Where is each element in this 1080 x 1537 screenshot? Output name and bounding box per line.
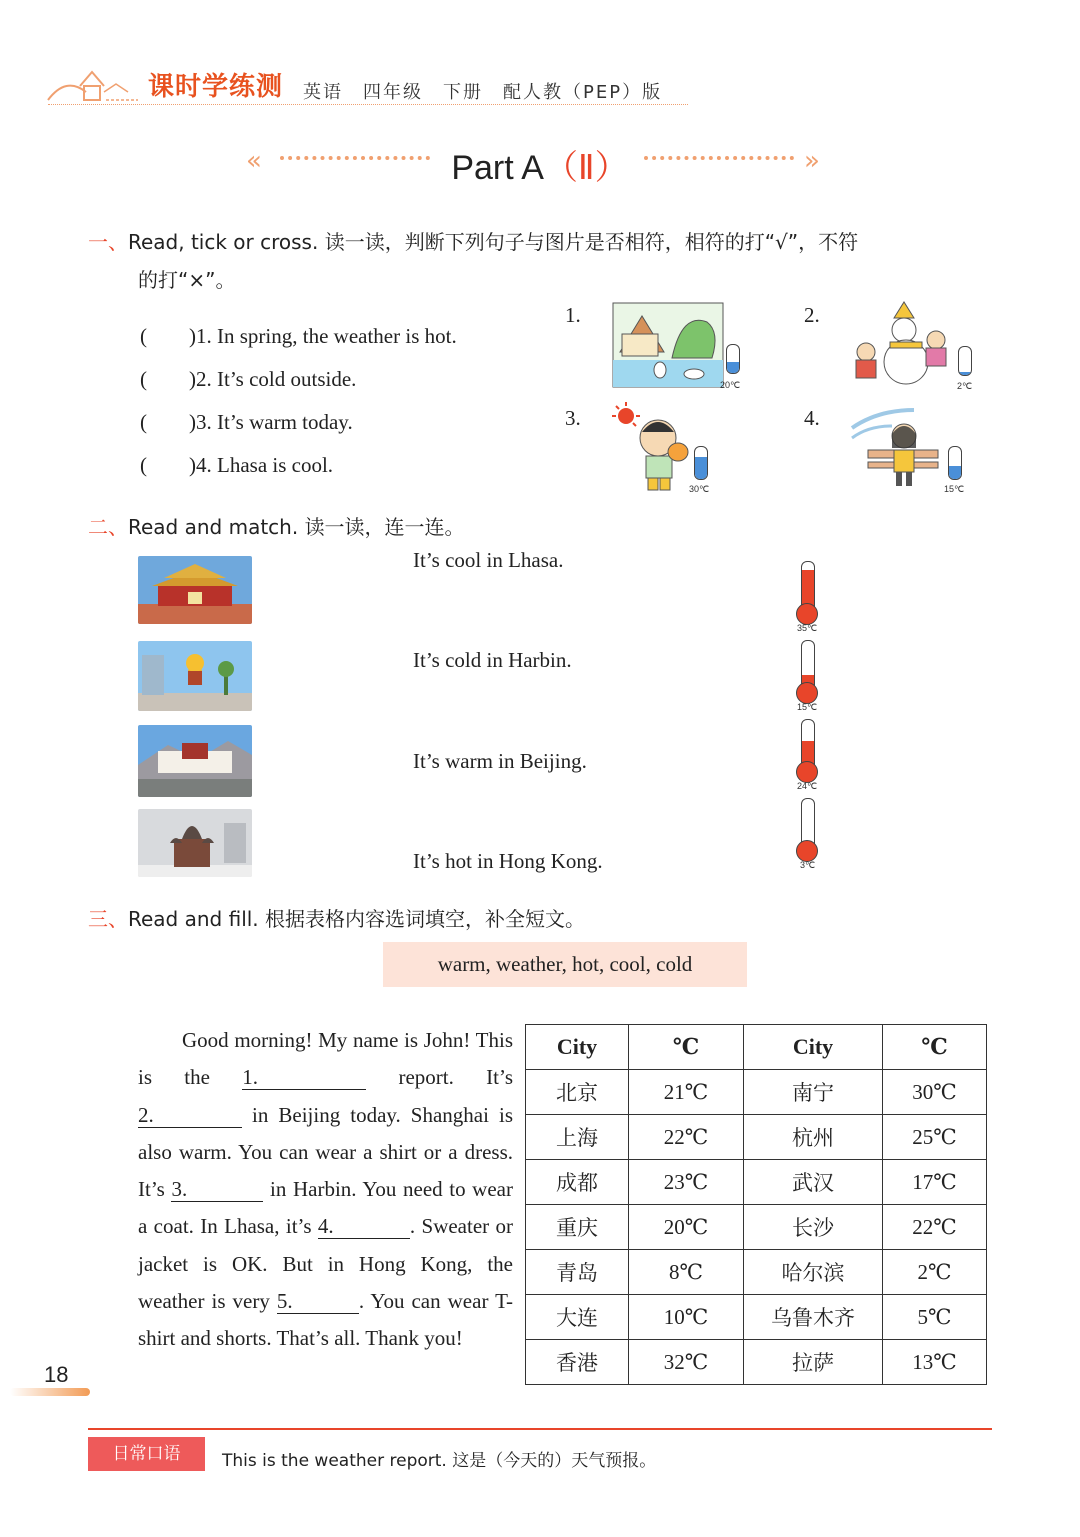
thermometer-bulb bbox=[796, 761, 818, 783]
thermometer bbox=[796, 798, 818, 862]
section3-number: 三、 bbox=[88, 907, 128, 931]
part-title-main: Part A bbox=[451, 149, 544, 187]
table-header-cell: ℃ bbox=[629, 1025, 744, 1070]
thermometer-bulb bbox=[796, 603, 818, 625]
table-cell: 北京 bbox=[526, 1070, 629, 1115]
table-cell: 杭州 bbox=[744, 1115, 883, 1160]
table-cell: 21℃ bbox=[629, 1070, 744, 1115]
thermometer-temp: 24℃ bbox=[797, 781, 818, 791]
table-cell: 10℃ bbox=[629, 1295, 744, 1340]
passage-text: report. It’s bbox=[366, 1065, 513, 1090]
windy-girl-bench-illustration bbox=[848, 404, 944, 492]
table-cell: 22℃ bbox=[629, 1115, 744, 1160]
section2-number: 二、 bbox=[88, 515, 128, 539]
picture-4-thermometer bbox=[948, 446, 962, 480]
picture-2-thermometer bbox=[958, 346, 972, 376]
passage-text: in Harbin. You need to wear a coat. In Lhasa, it’s bbox=[138, 1177, 513, 1239]
thermometer-temp: 35℃ bbox=[797, 623, 818, 633]
table-cell: 30℃ bbox=[883, 1070, 987, 1115]
table-row bbox=[526, 1250, 987, 1295]
snowman-children-illustration bbox=[846, 300, 956, 392]
table-row bbox=[526, 1070, 987, 1115]
match-sentence: It’s warm in Beijing. bbox=[413, 749, 587, 773]
harbin-saint-sophia-photo bbox=[138, 809, 252, 877]
table-header-cell: City bbox=[526, 1025, 629, 1070]
section1-heading bbox=[88, 226, 998, 255]
blank-3[interactable]: 3. bbox=[171, 1177, 263, 1202]
section3-heading-text: Read and fill. 根据表格内容选词填空，补全短文。 bbox=[128, 907, 586, 931]
table-header-cell: City bbox=[744, 1025, 883, 1070]
picture-1-thermometer bbox=[726, 344, 740, 374]
blank-1[interactable]: 1. bbox=[242, 1065, 366, 1090]
section1-heading-continued: 的打“×”。 bbox=[138, 268, 236, 292]
passage-text: . Sweater or jacket is OK. But in Hong Kong, the weather is very bbox=[138, 1214, 513, 1314]
question-text: 3. It’s warm today. bbox=[196, 410, 353, 434]
passage-text: Good morning! My name is John! This is the bbox=[138, 1028, 513, 1090]
book-subtitle: 英语 四年级 下册 配人教（PEP）版 bbox=[303, 82, 663, 103]
passage-text: in Beijing today. Shanghai is also warm. You can wear a shirt or a dress. It’s bbox=[138, 1102, 513, 1202]
table-cell: 17℃ bbox=[883, 1160, 987, 1205]
hot-boy-fan-illustration bbox=[612, 402, 702, 494]
part-title bbox=[0, 140, 1080, 189]
thermometer-temp: 3℃ bbox=[800, 860, 816, 870]
table-row bbox=[526, 1115, 987, 1160]
lhasa-potala-palace-photo bbox=[138, 725, 252, 797]
table-cell: 拉萨 bbox=[744, 1340, 883, 1385]
table-cell: 32℃ bbox=[629, 1340, 744, 1385]
thermometer-bulb bbox=[796, 682, 818, 704]
passage-text: . You can wear T-shirt and shorts. That’s all. Thank you! bbox=[138, 1289, 513, 1351]
answer-bracket[interactable]: ( ) bbox=[140, 453, 196, 477]
table-row bbox=[526, 1295, 987, 1340]
footer-text: This is the weather report. 这是（今天的）天气预报。 bbox=[222, 1451, 657, 1471]
thermometer-bulb bbox=[796, 840, 818, 862]
thermometer-temp: 15℃ bbox=[797, 702, 818, 712]
question-4 bbox=[140, 449, 333, 479]
question-text: 4. Lhasa is cool. bbox=[196, 453, 334, 477]
table-cell: 22℃ bbox=[883, 1205, 987, 1250]
table-cell: 25℃ bbox=[883, 1115, 987, 1160]
table-cell: 5℃ bbox=[883, 1295, 987, 1340]
weather-table bbox=[525, 1024, 987, 1385]
table-cell: 20℃ bbox=[629, 1205, 744, 1250]
table-cell: 23℃ bbox=[629, 1160, 744, 1205]
right-double-chevron-icon: » bbox=[804, 146, 820, 176]
question-1 bbox=[140, 320, 457, 350]
table-cell: 8℃ bbox=[629, 1250, 744, 1295]
table-cell: 长沙 bbox=[744, 1205, 883, 1250]
blank-4[interactable]: 4. bbox=[318, 1214, 410, 1239]
table-cell: 上海 bbox=[526, 1115, 629, 1160]
table-row bbox=[526, 1160, 987, 1205]
fill-in-passage bbox=[138, 1022, 513, 1358]
match-sentence: It’s cold in Harbin. bbox=[413, 648, 572, 672]
table-header-cell: ℃ bbox=[883, 1025, 987, 1070]
table-header-row bbox=[526, 1025, 987, 1070]
question-text: 2. It’s cold outside. bbox=[196, 367, 357, 391]
section2-heading-text: Read and match. 读一读，连一连。 bbox=[128, 515, 465, 539]
section3-heading bbox=[88, 903, 585, 932]
section1-number: 一、 bbox=[88, 230, 128, 254]
part-title-sub: （Ⅱ） bbox=[543, 149, 629, 187]
thermometer bbox=[796, 719, 818, 783]
blank-5[interactable]: 5. bbox=[277, 1289, 359, 1314]
question-text: 1. In spring, the weather is hot. bbox=[196, 324, 457, 348]
word-bank: warm, weather, hot, cool, cold bbox=[383, 942, 747, 987]
picture-3-label: 3. bbox=[565, 406, 581, 430]
match-sentence: It’s cool in Lhasa. bbox=[413, 548, 564, 572]
table-cell: 乌鲁木齐 bbox=[744, 1295, 883, 1340]
blank-2[interactable]: 2. bbox=[138, 1103, 242, 1128]
section1-heading-text: Read, tick or cross. 读一读，判断下列句子与图片是否相符，相符的打“√”，不符 bbox=[128, 230, 859, 254]
picture-2-temp: 2℃ bbox=[957, 381, 973, 391]
thermometer bbox=[796, 561, 818, 625]
table-cell: 大连 bbox=[526, 1295, 629, 1340]
table-row bbox=[526, 1205, 987, 1250]
picture-1-temp: 20℃ bbox=[720, 380, 741, 390]
picture-3-temp: 30℃ bbox=[689, 484, 710, 494]
table-row bbox=[526, 1340, 987, 1385]
table-cell: 青岛 bbox=[526, 1250, 629, 1295]
picture-3-thermometer bbox=[694, 446, 708, 480]
table-cell: 13℃ bbox=[883, 1340, 987, 1385]
picture-4-label: 4. bbox=[804, 406, 820, 430]
footer-divider bbox=[88, 1428, 992, 1430]
table-cell: 南宁 bbox=[744, 1070, 883, 1115]
answer-bracket[interactable]: ( ) bbox=[140, 324, 196, 348]
table-cell: 武汉 bbox=[744, 1160, 883, 1205]
beijing-tiananmen-photo bbox=[138, 556, 252, 624]
table-cell: 成都 bbox=[526, 1160, 629, 1205]
footer-tag: 日常口语 bbox=[88, 1437, 205, 1471]
page-number: 18 bbox=[44, 1362, 69, 1387]
brand-title: 课时学练测 bbox=[148, 72, 284, 102]
question-2 bbox=[140, 363, 356, 393]
picture-4-temp: 15℃ bbox=[944, 484, 965, 494]
table-cell: 香港 bbox=[526, 1340, 629, 1385]
left-double-chevron-icon: « bbox=[246, 146, 262, 176]
house-logo-icon bbox=[46, 62, 142, 104]
section2-heading bbox=[88, 511, 465, 540]
question-3 bbox=[140, 406, 353, 436]
table-cell: 重庆 bbox=[526, 1205, 629, 1250]
answer-bracket[interactable]: ( ) bbox=[140, 367, 196, 391]
answer-bracket[interactable]: ( ) bbox=[140, 410, 196, 434]
page-number-bar bbox=[10, 1388, 90, 1396]
hong-kong-golden-bauhinia-photo bbox=[138, 641, 252, 711]
header-divider bbox=[48, 104, 688, 105]
right-dotted-decoration bbox=[644, 156, 794, 160]
match-sentence: It’s hot in Hong Kong. bbox=[413, 849, 603, 873]
thermometer bbox=[796, 640, 818, 704]
picture-1-label: 1. bbox=[565, 303, 581, 327]
picture-2-label: 2. bbox=[804, 303, 820, 327]
table-cell: 哈尔滨 bbox=[744, 1250, 883, 1295]
table-cell: 2℃ bbox=[883, 1250, 987, 1295]
